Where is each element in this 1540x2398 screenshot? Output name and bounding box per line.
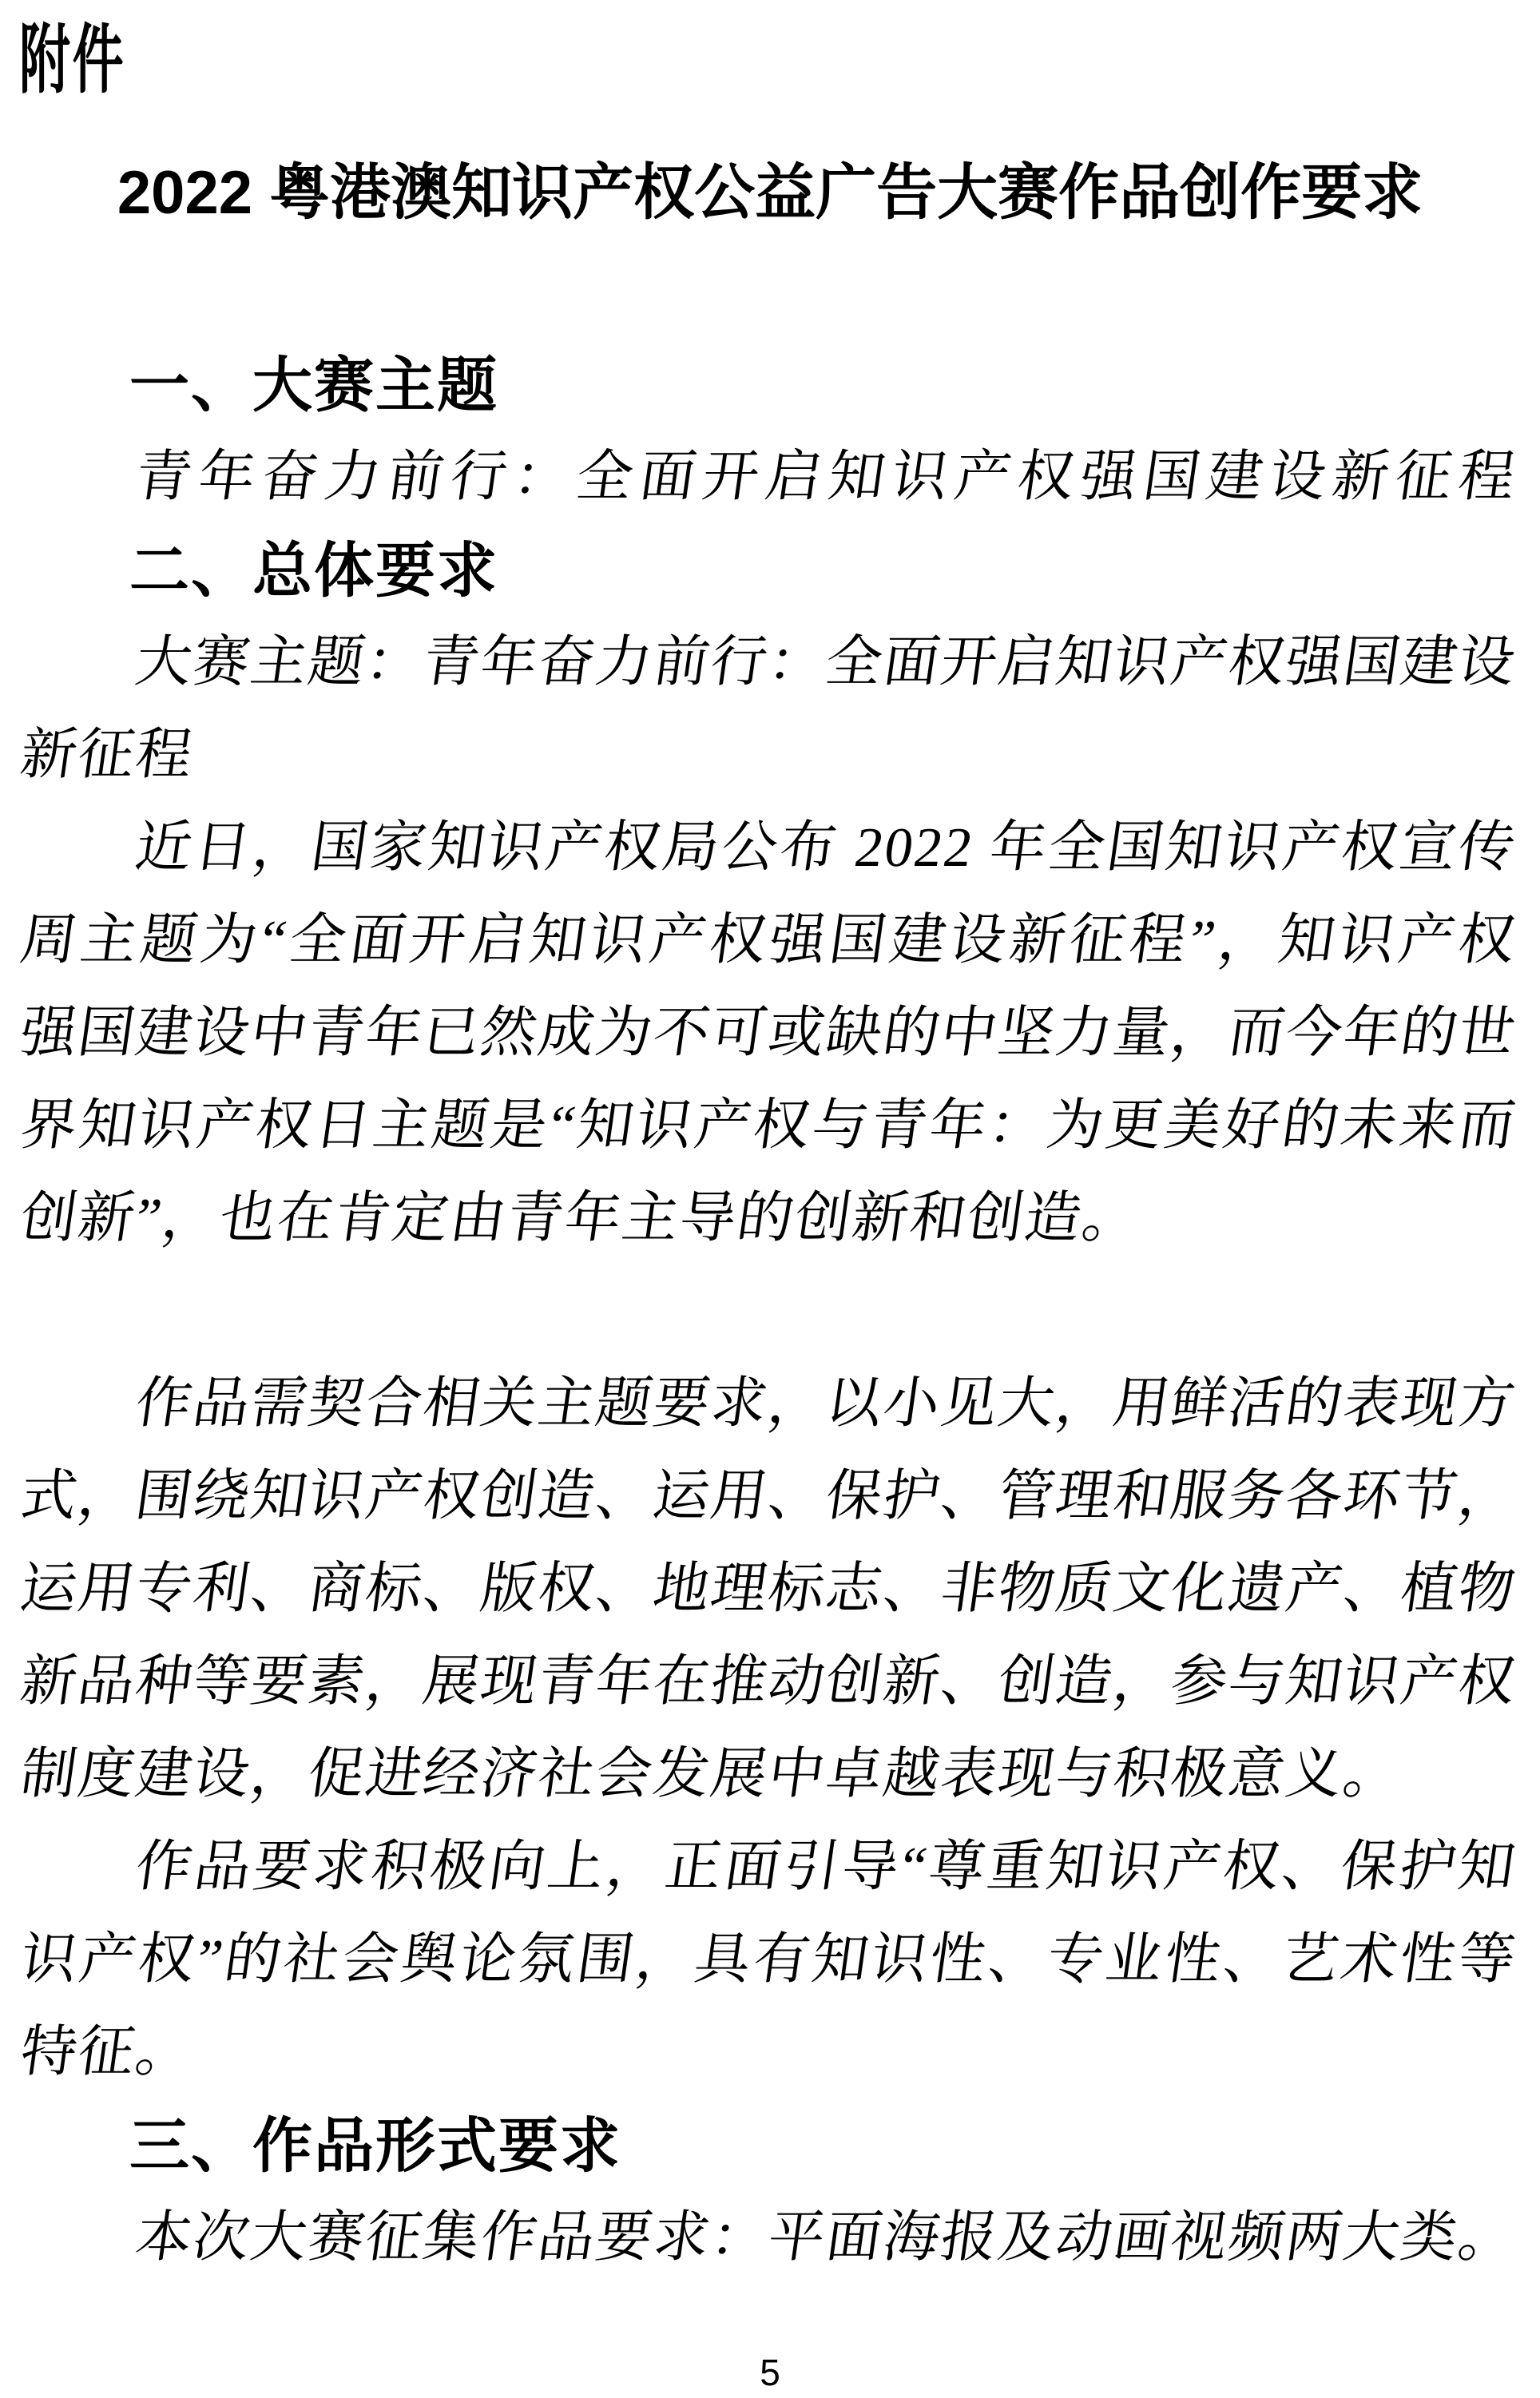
document-body <box>14 339 1521 2285</box>
section-heading-overall-requirements: 二、总体要求 <box>129 537 499 604</box>
body-line: 创新”，也在肯定由青年主导的创新和创造。 <box>16 1188 1145 1249</box>
page-number: 5 <box>760 2352 780 2393</box>
body-line: 大赛主题：青年奋力前行：全面开启知识产权强国建设 <box>131 632 1521 693</box>
section-heading-work-format-requirements: 三、作品形式要求 <box>129 2112 622 2179</box>
body-line: 运用专利、商标、版权、地理标志、非物质文化遗产、植物 <box>16 1558 1521 1620</box>
body-line: 强国建设中青年已然成为不可或缺的中坚力量，而今年的世 <box>16 1002 1521 1064</box>
body-line: 作品要求积极向上，正面引导“尊重知识产权、保护知 <box>131 1836 1521 1898</box>
document-title: 2022 粤港澳知识产权公益广告大赛作品创作要求 <box>117 159 1423 227</box>
body-line: 周主题为“全面开启知识产权强国建设新征程”，知识产权 <box>16 910 1521 971</box>
body-line: 式，围绕知识产权创造、运用、保护、管理和服务各环节， <box>16 1466 1521 1527</box>
blank-line <box>14 1265 1510 1358</box>
body-line: 青年奋力前行：全面开启知识产权强国建设新征程 <box>131 447 1521 508</box>
body-line: 作品需契合相关主题要求，以小见大，用鲜活的表现方 <box>131 1373 1521 1435</box>
body-line: 特征。 <box>16 2022 198 2083</box>
body-line: 制度建设，促进经济社会发展中卓越表现与积极意义。 <box>16 1744 1406 1805</box>
body-line: 界知识产权日主题是“知识产权与青年：为更美好的未来而 <box>16 1095 1521 1157</box>
body-line: 识产权”的社会舆论氛围，具有知识性、专业性、艺术性等 <box>16 1929 1521 1991</box>
body-line: 近日，国家知识产权局公布 2022 年全国知识产权宣传 <box>131 817 1521 879</box>
section-heading-competition-theme: 一、大赛主题 <box>129 351 499 419</box>
attachment-label: 附件 <box>19 18 126 101</box>
body-line: 新品种等要素，展现青年在推动创新、创造，参与知识产权 <box>16 1651 1521 1713</box>
body-line: 新征程 <box>16 725 198 786</box>
body-line: 本次大赛征集作品要求：平面海报及动画视频两大类。 <box>131 2207 1521 2269</box>
